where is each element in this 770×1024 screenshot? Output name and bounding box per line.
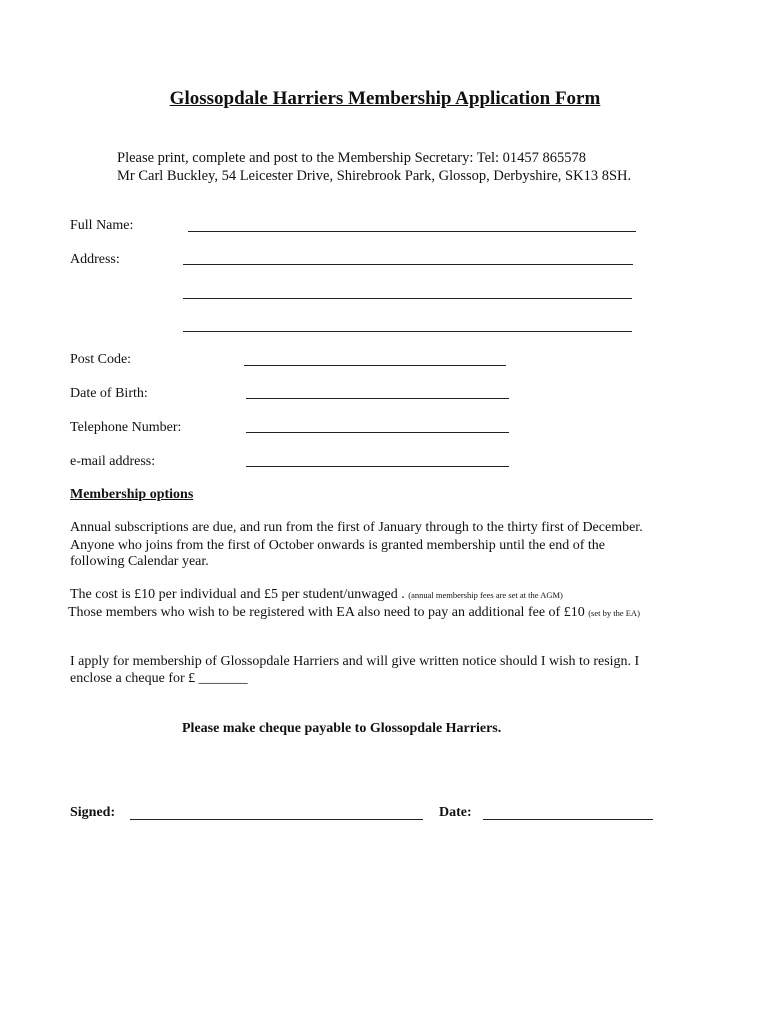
- cost-text: [70, 586, 563, 604]
- address-field-line-2[interactable]: [183, 298, 632, 299]
- signed-label: Signed:: [70, 805, 116, 820]
- ea-text-main: Those members who wish to be registered with EA also need to pay an additional fee of £10: [68, 605, 585, 620]
- full-name-label: Full Name:: [70, 218, 134, 233]
- subscription-text-line-2: Anyone who joins from the first of October onwards is granted membership until the end of the: [70, 538, 605, 553]
- post-code-label: Post Code:: [70, 352, 132, 367]
- cheque-payable-note: Please make cheque payable to Glossopdale Harriers.: [182, 721, 502, 736]
- telephone-label: Telephone Number:: [70, 420, 182, 435]
- email-label: e-mail address:: [70, 454, 156, 469]
- page-title: Glossopdale Harriers Membership Application Form: [169, 88, 601, 109]
- ea-note: (set by the EA): [588, 608, 640, 618]
- intro-line-1: Please print, complete and post to the Membership Secretary: Tel: 01457 865578: [117, 150, 587, 166]
- full-name-field[interactable]: [188, 231, 636, 232]
- declaration-line-1: I apply for membership of Glossopdale Harriers and will give written notice should I wish to resign. I: [70, 654, 640, 669]
- date-field[interactable]: [483, 819, 653, 820]
- telephone-field[interactable]: [246, 432, 509, 433]
- date-of-birth-field[interactable]: [246, 398, 509, 399]
- declaration-line-2: enclose a cheque for £ _______: [70, 671, 248, 686]
- post-code-field[interactable]: [244, 365, 506, 366]
- address-field-line-1[interactable]: [183, 264, 633, 265]
- address-label: Address:: [70, 252, 120, 267]
- cost-note: (annual membership fees are set at the AGM): [408, 590, 563, 600]
- date-of-birth-label: Date of Birth:: [70, 386, 148, 401]
- signature-field[interactable]: [130, 819, 423, 820]
- address-field-line-3[interactable]: [183, 331, 632, 332]
- email-field[interactable]: [246, 466, 509, 467]
- ea-text: [68, 604, 640, 622]
- subscription-text-line-3: following Calendar year.: [70, 554, 209, 569]
- subscription-text-line-1: Annual subscriptions are due, and run from the first of January through to the thirty first of December.: [70, 520, 643, 535]
- date-label: Date:: [439, 805, 472, 820]
- intro-line-2: Mr Carl Buckley, 54 Leicester Drive, Shirebrook Park, Glossop, Derbyshire, SK13 8SH.: [117, 168, 632, 184]
- cost-text-main: The cost is £10 per individual and £5 per student/unwaged .: [70, 587, 405, 602]
- membership-options-heading: Membership options: [70, 487, 194, 502]
